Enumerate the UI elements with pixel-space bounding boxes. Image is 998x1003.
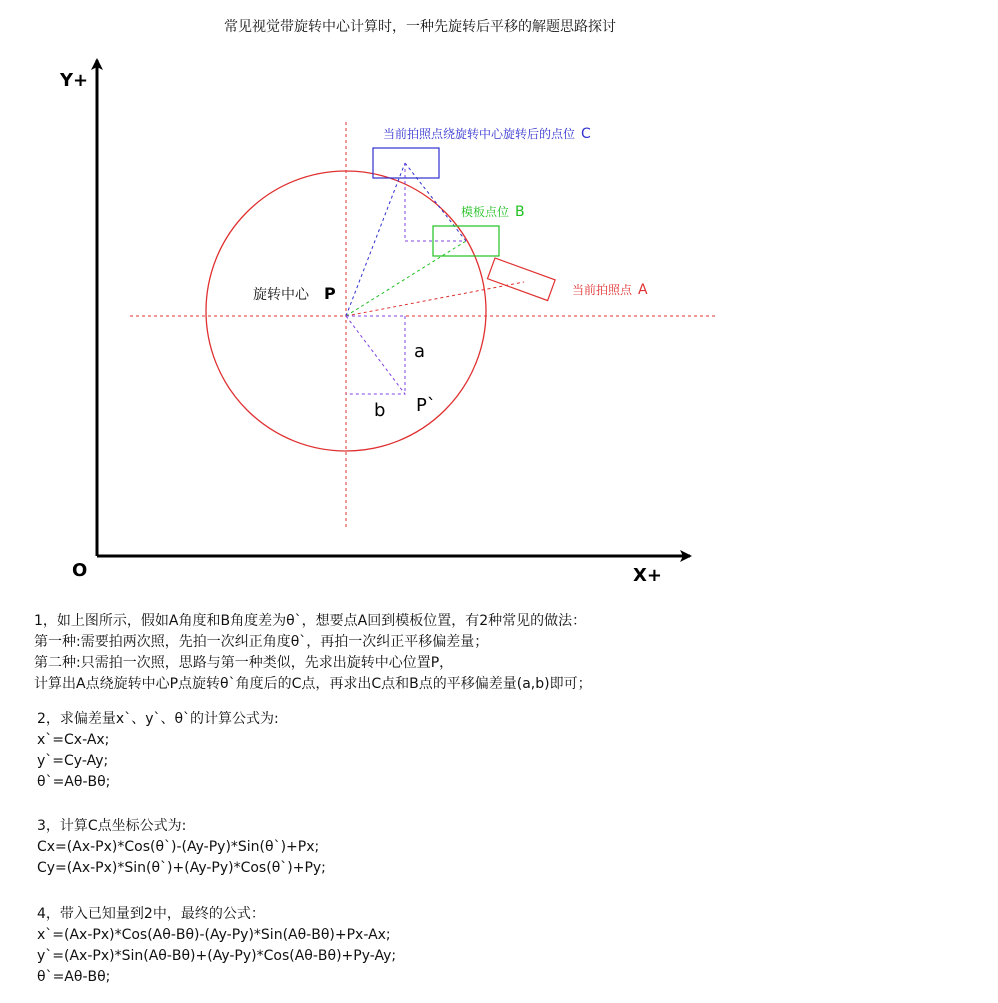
section-1-text: [34, 611, 592, 695]
text-line: 1，如上图所示，假如A角度和B角度差为θ`，想要点A回到模板位置，有2种常见的做法：: [34, 613, 587, 629]
y-axis-label: Y+: [60, 70, 89, 91]
point-c-box: [373, 148, 439, 178]
translation-triangle-bottom: [346, 316, 405, 394]
line-c-to-b: [405, 163, 466, 241]
point-b-label: 模板点位 B: [461, 204, 525, 220]
point-c-label: 当前拍照点绕旋转中心旋转后的点位 C: [383, 126, 591, 142]
text-line: Cx=(Ax-Px)*Cos(θ`)-(Ay-Py)*Sin(θ`)+Px;: [37, 839, 320, 855]
section-2-text: [37, 709, 279, 793]
text-line: 计算出A点绕旋转中心P点旋转θ`角度后的C点，再求出C点和B点的平移偏差量(a,b)即可；: [34, 676, 592, 692]
text-line: 2，求偏差量x`、y`、θ`的计算公式为:: [37, 711, 279, 727]
text-line: 3，计算C点坐标公式为:: [37, 818, 187, 834]
rotation-center-point: P: [324, 284, 336, 303]
text-line: 第一种:需要拍两次照，先拍一次纠正角度θ`，再拍一次纠正平移偏差量；: [34, 634, 489, 650]
text-line: 4，带入已知量到2中，最终的公式：: [37, 906, 265, 922]
page-title: 常见视觉带旋转中心计算时，一种先旋转后平移的解题思路探讨: [224, 19, 616, 35]
text-line: θ`=Aθ-Bθ;: [37, 969, 111, 985]
text-line: y`=Cy-Ay;: [37, 753, 109, 769]
text-line: θ`=Aθ-Bθ;: [37, 774, 111, 790]
x-axis-label: X+: [633, 565, 662, 586]
offset-a-label: a: [414, 341, 426, 362]
point-a-box: [487, 258, 555, 301]
rotation-center-label: 旋转中心: [253, 287, 309, 303]
text-line: x`=(Ax-Px)*Cos(Aθ-Bθ)-(Ay-Py)*Sin(Aθ-Bθ)+Px-Ax;: [37, 927, 391, 943]
section-4-text: [37, 904, 396, 988]
text-line: y`=(Ax-Px)*Sin(Aθ-Bθ)+(Ay-Py)*Cos(Aθ-Bθ)+Py-Ay;: [37, 948, 397, 964]
offset-b-label: b: [374, 400, 386, 421]
origin-label: O: [72, 560, 88, 581]
text-line: x`=Cx-Ax;: [37, 732, 110, 748]
p-prime-label: P`: [416, 395, 436, 416]
line-p-to-c: [346, 163, 405, 316]
point-a-label: 当前拍照点 A: [572, 282, 648, 298]
text-line: Cy=(Ax-Px)*Sin(θ`)+(Ay-Py)*Cos(θ`)+Py;: [37, 860, 326, 876]
text-line: 第二种:只需拍一次照，思路与第一种类似，先求出旋转中心位置P，: [34, 655, 454, 671]
section-3-text: [37, 816, 326, 879]
